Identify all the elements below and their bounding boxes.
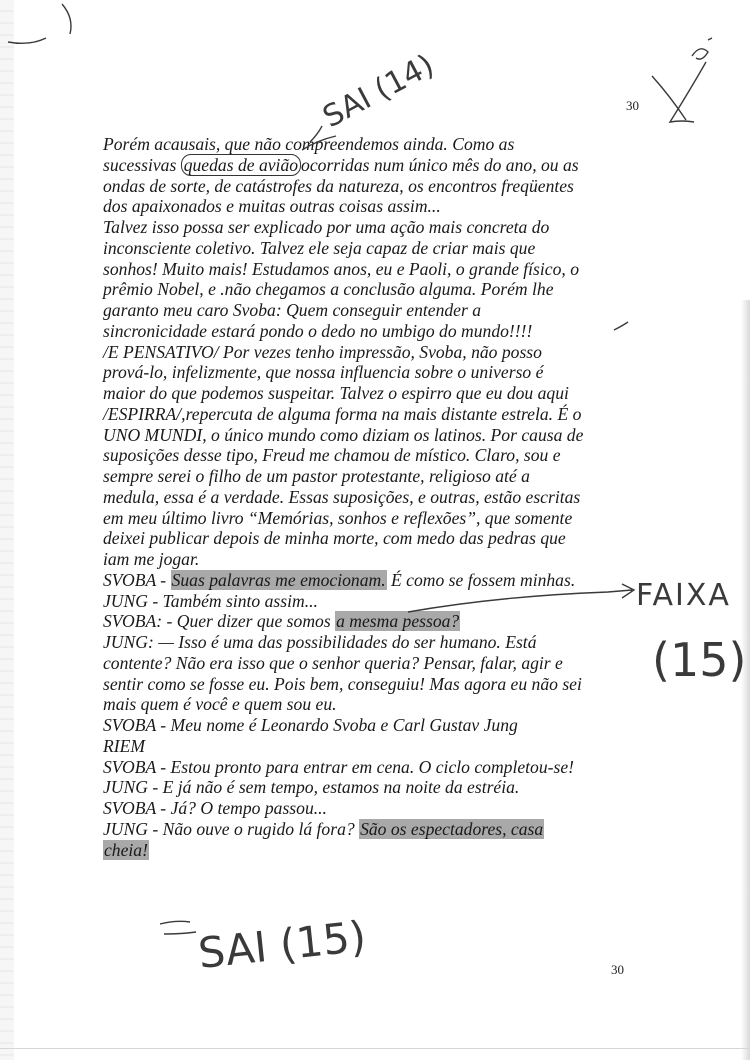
text-line: prová-lo, infelizmente, que nossa influencia sobre o universo é	[103, 362, 544, 383]
text-line: dos apaixonados e muitas outras coisas assim...	[103, 196, 441, 217]
text-line: /ESPIRRA/,repercuta de alguma forma na mais distante estrela. É o	[103, 403, 582, 424]
speaker-label: SVOBA -	[103, 569, 171, 590]
text-line: prêmio Nobel, e .não chegamos a conclusão alguma. Porém lhe	[103, 279, 554, 300]
handwritten-note-top: SAI (14)	[317, 47, 440, 136]
text-line: sentir como se fosse eu. Pois bem, conseguiu! Mas agora eu não sei	[103, 673, 582, 694]
text-line	[103, 819, 643, 840]
check-scribble	[692, 38, 712, 59]
text-line: sempre serei o filho de um pastor protestante, religioso até a	[103, 466, 530, 486]
text-line: RIEM	[103, 735, 146, 756]
text-line: Porém acausais, que não compreendemos ainda. Como as	[103, 134, 515, 154]
text-segment: SVOBA: - Quer dizer que somos	[103, 611, 336, 632]
page-number-bottom: 30	[611, 962, 624, 977]
text-line: ondas de sorte, de catástrofes da natureza, os encontros freqüentes	[103, 175, 574, 196]
text-line: contente? Não era isso que o senhor queria? Pensar, falar, agir e	[103, 652, 563, 673]
text-line: Talvez isso possa ser explicado por uma ação mais concreta do	[103, 217, 550, 237]
text-line: SVOBA - Meu nome é Leonardo Svoba e Carl Gustav Jung	[103, 715, 518, 735]
text-line: JUNG: — Isso é uma das possibilidades do ser humano. Está	[103, 632, 537, 652]
text-line: em meu último livro “Memórias, sonhos e reflexões”, que somente	[103, 507, 573, 528]
text-line: garanto meu caro Svoba: Quem conseguir entender a	[103, 300, 482, 320]
arrow-to-sai	[160, 921, 196, 934]
scan-right-edge	[741, 300, 750, 1060]
scan-left-edge	[0, 0, 14, 1060]
circled-phrase: quedas de avião	[181, 154, 301, 176]
handwritten-note-bottom: SAI (15)	[195, 911, 369, 978]
text-segment: sucessivas	[103, 154, 181, 175]
text-line: UNO MUNDI, o único mundo como diziam os latinos. Por causa de	[103, 424, 584, 445]
script-body	[103, 134, 643, 860]
text-line: SVOBA - Estou pronto para entrar em cena. O ciclo completou-se!	[103, 756, 574, 777]
text-line: suposições desse tipo, Freud me chamou de místico. Claro, sou e	[103, 445, 561, 466]
text-line: JUNG - Também sinto assim...	[103, 590, 318, 611]
highlighted-phrase: a mesma pessoa?	[336, 611, 460, 632]
scan-bottom-line	[0, 1048, 750, 1049]
highlighted-phrase: São os espectadores, casa	[360, 818, 544, 839]
text-line	[103, 840, 643, 861]
handwritten-note-faixa: FAIXA	[636, 578, 731, 613]
x-mark-icon	[652, 62, 706, 122]
text-segment: É como se fossem minhas.	[386, 569, 576, 590]
text-line	[103, 155, 643, 176]
text-line: sincronicidade estará pondo o dedo no umbigo do mundo!!!!	[103, 320, 533, 341]
text-line: JUNG - E já não é sem tempo, estamos na noite da estréia.	[103, 777, 520, 798]
text-line: deixei publicar depois de minha morte, com medo das pedras que	[103, 528, 566, 549]
page-number-top: 30	[626, 98, 639, 113]
text-segment: JUNG - Não ouve o rugido lá fora?	[103, 818, 360, 839]
text-line: medula, essa é a verdade. Essas suposições, e outras, estão escritas	[103, 486, 581, 507]
highlighted-phrase: Suas palavras me emocionam.	[171, 569, 386, 590]
text-line	[103, 570, 643, 591]
text-line: sonhos! Muito mais! Estudamos anos, eu e Paoli, o grande físico, o	[103, 258, 579, 279]
highlighted-phrase: cheia!	[104, 839, 148, 860]
handwritten-note-15: (15)	[652, 633, 747, 687]
text-line: mais quem é você e quem sou eu.	[103, 694, 337, 715]
text-line: iam me jogar.	[103, 549, 200, 569]
text-line: /E PENSATIVO/ Por vezes tenho impressão, Svoba, não posso	[103, 341, 542, 362]
text-line	[103, 611, 643, 632]
text-line: inconsciente coletivo. Talvez ele seja capaz de criar mais que	[103, 237, 536, 258]
corner-scribble	[8, 4, 71, 43]
text-line: maior do que podemos suspeitar. Talvez o espirro que eu dou aqui	[103, 383, 569, 403]
text-segment: ocorridas num único mês do ano, ou as	[301, 154, 579, 175]
text-line: SVOBA - Já? O tempo passou...	[103, 798, 327, 818]
